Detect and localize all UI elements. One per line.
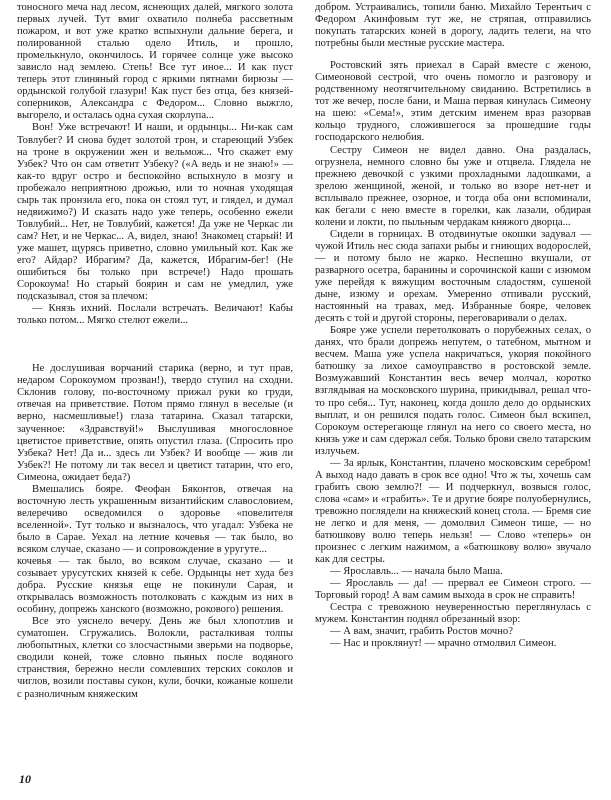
paragraph: — Князь ихний. Послали встречать. Величают! Кабы только потом... Мягко стелют ежели... [17,303,293,327]
paragraph: Вмешались бояре. Феофан Бяконтов, отвечая на восточную лесть украшенным византийским славословием, велеречиво осведомился о здоровье «повелителя вселенной». Тут только и вызналось, что угадал: Узбека не было в Сарае. Уехал на летние кочевья — так было, во всяком случае, сказано — и сопровождение в уругуте... [17,483,293,555]
left-column [17,2,293,701]
paragraph: добром. Устраивались, топили баню. Михайло Терентьич с Федором Акинфовым тут же, не стряпая, отправились покупать татарских коней в дорогу, ладить телеги, на что потребны были местные русские мастера. [315,2,591,50]
paragraph: Сестру Симеон не видел давно. Она раздалась, огрузнела, немного словно бы уже и отцвела. Глядела не прежнею девочкой с узкими прохладными ладошками, а зрелою женщиной, женой, и только во взоре нет-нет и всплывало прежнее, озорное, и тогда оба они вспоминали, как бегали с нею вместе в горелки, как лазали, обдирая колени и локти, по пыльным чердакам княжого дворца... [315,144,591,228]
paragraph: Вон! Уже встречают! И наши, и ордынцы... Ни-как сам Товлубег? И снова будет золотой трон, и стареющий Узбек на троне в окружении жен и вельмож... Что скажет ему Узбек? Что он сам ответит Узбеку? («А ведь и не знаю!» — как-то вдруг остро и беспокойно вспыхнуло в мозгу и пробежало неприятною дрожью, или то ночная уходящая сырь так пронзила его, пока он стоял тут, и глядел, и думал недвижимо?) И сказать надо уже теперь, особенно ежели Товлубий... Нет, не Товлубий, кажется! Да уже не Черкас ли сам? Нет, и не Черкас... А, видел, знаю! Знакомец старый! И уже машет, щурясь приветно, словно умильный кот. Как же его? Айдар? Ибрагим? Да, кажется, Ибрагим-бег! (Не ошибиться бы только при встрече!) Надо прошать Сорокоума! Но старый боярин и сам не умедлил, уже подсказывал, стоя за плечом: [17,122,293,303]
paragraph: Не дослушивая ворчаний старика (верно, и тут прав, недаром Сорокоумом прозван!), твердо ступил на сходни. Склонив голову, по-восточному прижал руки ко груди, отвечая на приветствие. Потом прямо глянул в веселые (и верно, насмешливые!) глаза татарина. Сказал татарски, заученное: «Здравствуй!» Выслушивая многословное цветистое приветствие, опять опустил глаза. (Спросить про Узбека? Нет! Да и... здесь ли Узбек? И вообще — жив ли Узбек?! Не потому ли так весел и цветист татарин, что его, Симеона, ожидает беда?) [17,363,293,483]
paragraph: — За ярлык, Константин, плачено московским серебром! А выход надо давать в срок все одно! Что ж ты, хочешь сам грабить свою землю?! — И подчеркнул, возвыся голос, слова «сам» и «грабить». Те и другие бояре полуобернулись, тревожно поглядели на княжеский конец стола. — Бремя сие не легко и для меня, — домолвил Симеон тише, — но батюшкову волю теперь нельзя! — Слово «теперь» он произнес с легким нажимом, а «батюшкову волю» звучало как для сестры. [315,457,591,566]
paragraph: — Нас и проклянут! — мрачно отмолвил Симеон. [330,638,557,650]
section-break [315,50,591,60]
paragraph: — Ярославль — да! — прервал ее Симеон строго. — Торговый город! А вам самим выхода в срок не справить! [315,578,591,602]
section-break [17,327,293,363]
paragraph: Сидели в горницах. В отодвинутые окошки задувал — чужой Итиль нес сюда запахи рыбы и гниющих водорослей, — и потому было не жарко. Неспешно вкушали, от разварного осетра, баранины и сорочинской каши с изюмом уже перейдя к вяжущим восточным сладостям, сушеной дыне, изюму и орехам. Умеренно отпивали русский, настоянный на травах, мед. Избранные бояре, человек десять с той и другой стороны, переговаривали о делах. [315,228,591,325]
right-column [315,2,591,650]
paragraph: Бояре уже успели перетолковать о порубежных селах, о данях, что брали допрежь непутем, о татебном, мытном и весчем. Маша уже успела накричаться, укоряя покойного батюшку за лихое самоуправство в ростовской земле. Возмужавший Константин весь вечер молчал, коротко взглядывая на московского шурина, прикидывал, решал что-то про себя... Тут, наконец, когда дошло дело до ордынских выплат, и он решился подать голос. Симеон был вскипел, Сорокоум остерегающе глянул на него со своего места, но князь уже и сам сдержал себя. Только брови свело татарским излучьем. [315,325,591,457]
paragraph: — А вам, значит, грабить Ростов мочно? [330,626,513,638]
paragraph: — Ярославль... — начала было Маша. [330,566,503,578]
paragraph: Сестра с тревожною неуверенностью переглянулась с мужем. Константин поднял обрезанный взор: [315,602,591,626]
page-number: 10 [19,772,31,786]
paragraph: Все это уяснело вечеру. День же был хлопотлив и суматошен. Сгружались. Волокли, расталкивая толпы любопытных, клетки со злосчастными зверьми на подворье, сводили коней, тоже словно пьяных после водяного странствия, бережно несли сомлевших терских соколов и чиглов, возили поставы сукон, кули, бочки, кожаные кошели с разноличным княжеским [17,616,293,700]
paragraph: тоносного меча над лесом, яснеющих далей, мягкого золота первых лучей. Тут вмиг охватило полнеба рассветным пожаром, и вот уже кратко вспыхнули дальние берега, и полированной сталью одело Итиль, и прошло, промелькнуло, окончилось. И горячее солнце уже высоко зависло над землею. Степь! Все тут иное... И как пуст теперь этот глиняный город с яркими пятнами бирюзы — ордынской голубой глазури! Как пуст без отца, без князей-соперников, Александра с Федором... Словно выжгло, выгорело, и осталась одна сухая скорлупа... [17,2,293,122]
paragraph: Ростовский зять приехал в Сарай вместе с женою, Симеоновой сестрой, что очень помогло и разговору и родственному неотягчительному свиданию. Встретились в тот же вечер, после бани, и Маша первая кинулась Симеону на шею: «Сема!», этим детским именем враз разорвав кольцо трудного, сложившегося за прошедшие годы господарского нелюбия. [315,60,591,144]
paragraph: кочевья — так было, во всяком случае, сказано — и созывает урусутских князей к себе. Ордынцы нет худа без добра. Русские князья еще не покинули Сарая, и открывалась возможность потолковать с каждым из них в особину, допрежь ханского (возможно, рокового) решения. [17,556,293,616]
